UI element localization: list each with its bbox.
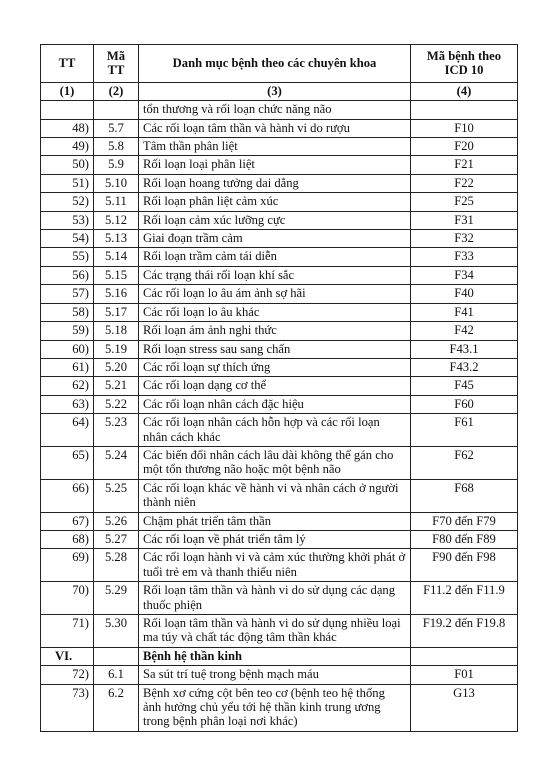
row-ma-tt: 5.16 xyxy=(94,285,139,303)
table-row xyxy=(41,285,518,303)
row-tt: 65) xyxy=(41,446,94,479)
table-row xyxy=(41,414,518,447)
table-row xyxy=(41,512,518,530)
row-ma-tt: 5.10 xyxy=(94,174,139,192)
row-disease-name: Bệnh xơ cứng cột bên teo cơ (bệnh teo hệ thống ảnh hưởng chủ yếu tới hệ thần kinh trung ương trong bệnh phân loại nơi khác) xyxy=(139,684,411,731)
row-disease-name: Sa sút trí tuệ trong bệnh mạch máu xyxy=(139,666,411,684)
row-disease-name: Rối loạn loại phân liệt xyxy=(139,156,411,174)
table-row xyxy=(41,211,518,229)
row-tt: 64) xyxy=(41,414,94,447)
row-tt: 48) xyxy=(41,119,94,137)
table-row xyxy=(41,230,518,248)
row-icd-code: F61 xyxy=(411,414,518,447)
table-row xyxy=(41,119,518,137)
header-ma-tt: Mã TT xyxy=(94,45,139,83)
row-icd-code: F90 đến F98 xyxy=(411,549,518,582)
row-icd-code: F32 xyxy=(411,230,518,248)
row-ma-tt: 5.30 xyxy=(94,615,139,648)
table-row xyxy=(41,666,518,684)
column-number-row xyxy=(41,82,518,100)
header-danh-muc: Danh mục bệnh theo các chuyên khoa xyxy=(139,45,411,83)
row-ma-tt: 5.27 xyxy=(94,530,139,548)
row-tt: 61) xyxy=(41,358,94,376)
row-icd-code: F42 xyxy=(411,322,518,340)
table-row xyxy=(41,684,518,731)
row-icd-code: F43.2 xyxy=(411,358,518,376)
row-icd-code: F41 xyxy=(411,303,518,321)
column-number: (4) xyxy=(411,82,518,100)
row-disease-name: Các rối loạn hành vi và cảm xúc thường khởi phát ở tuổi trẻ em và thanh thiếu niên xyxy=(139,549,411,582)
row-ma-tt: 5.26 xyxy=(94,512,139,530)
row-tt: 59) xyxy=(41,322,94,340)
row-tt: 56) xyxy=(41,266,94,284)
row-icd-code: F80 đến F89 xyxy=(411,530,518,548)
row-tt: 62) xyxy=(41,377,94,395)
table-row xyxy=(41,615,518,648)
row-ma-tt: 5.13 xyxy=(94,230,139,248)
row-ma-tt: 5.28 xyxy=(94,549,139,582)
table-row xyxy=(41,377,518,395)
table-row xyxy=(41,248,518,266)
row-icd-code: G13 xyxy=(411,684,518,731)
row-ma-tt: 6.1 xyxy=(94,666,139,684)
column-number: (3) xyxy=(139,82,411,100)
row-ma-tt: 5.29 xyxy=(94,582,139,615)
row-ma-tt: 5.19 xyxy=(94,340,139,358)
row-disease-name: Rối loạn stress sau sang chấn xyxy=(139,340,411,358)
row-icd-code: F62 xyxy=(411,446,518,479)
row-ma-tt: 5.15 xyxy=(94,266,139,284)
row-disease-name: Các rối loạn nhân cách hỗn hợp và các rối loạn nhân cách khác xyxy=(139,414,411,447)
row-icd-code: F11.2 đến F11.9 xyxy=(411,582,518,615)
row-disease-name: Các rối loạn khác về hành vi và nhân cách ở người thành niên xyxy=(139,479,411,512)
row-tt: 53) xyxy=(41,211,94,229)
table-row xyxy=(41,530,518,548)
row-disease-name: Các biến đổi nhân cách lâu dài không thể gán cho một tổn thương não hoặc một bệnh não xyxy=(139,446,411,479)
row-ma-tt: 5.7 xyxy=(94,119,139,137)
row-icd-code: F20 xyxy=(411,138,518,156)
table-row xyxy=(41,582,518,615)
row-icd-code: F60 xyxy=(411,395,518,413)
row-disease-name: Các rối loạn tâm thần và hành vi do rượu xyxy=(139,119,411,137)
row-ma-tt: 5.22 xyxy=(94,395,139,413)
row-disease-name: Tâm thần phân liệt xyxy=(139,138,411,156)
row-disease-name: Chậm phát triển tâm thần xyxy=(139,512,411,530)
row-icd-code: F40 xyxy=(411,285,518,303)
row-ma-tt: 5.25 xyxy=(94,479,139,512)
table-row xyxy=(41,156,518,174)
row-disease-name: Rối loạn tâm thần và hành vi do sử dụng nhiều loại ma túy và chất tác động tâm thần khác xyxy=(139,615,411,648)
table-row xyxy=(41,549,518,582)
row-ma-tt: 5.18 xyxy=(94,322,139,340)
row-tt: 51) xyxy=(41,174,94,192)
table-row xyxy=(41,303,518,321)
row-tt: 67) xyxy=(41,512,94,530)
row-tt: 57) xyxy=(41,285,94,303)
row-disease-name: Các rối loạn lo âu khác xyxy=(139,303,411,321)
row-disease-name: Giai đoạn trầm cảm xyxy=(139,230,411,248)
row-tt: 49) xyxy=(41,138,94,156)
row-icd-code: F19.2 đến F19.8 xyxy=(411,615,518,648)
row-tt: 70) xyxy=(41,582,94,615)
row-icd-code: F34 xyxy=(411,266,518,284)
row-disease-name: Các rối loạn nhân cách đặc hiệu xyxy=(139,395,411,413)
row-tt: 73) xyxy=(41,684,94,731)
row-ma-tt: 6.2 xyxy=(94,684,139,731)
row-ma-tt: 5.23 xyxy=(94,414,139,447)
row-disease-name: Rối loạn cảm xúc lưỡng cực xyxy=(139,211,411,229)
row-tt: 68) xyxy=(41,530,94,548)
table-row xyxy=(41,193,518,211)
table-row xyxy=(41,174,518,192)
row-icd-code: F68 xyxy=(411,479,518,512)
header-ma-benh-line2: ICD 10 xyxy=(444,63,484,78)
row-ma-tt: 5.11 xyxy=(94,193,139,211)
row-icd-code: F70 đến F79 xyxy=(411,512,518,530)
disease-table xyxy=(40,44,518,732)
row-disease-name: Rối loạn phân liệt cảm xúc xyxy=(139,193,411,211)
row-tt: 63) xyxy=(41,395,94,413)
section-row xyxy=(41,647,518,665)
table-header-row xyxy=(41,45,518,83)
table-row xyxy=(41,138,518,156)
row-disease-name: Các rối loạn về phát triển tâm lý xyxy=(139,530,411,548)
table-row xyxy=(41,358,518,376)
row-tt: 71) xyxy=(41,615,94,648)
row-tt: 50) xyxy=(41,156,94,174)
table-row xyxy=(41,322,518,340)
table-body xyxy=(41,82,518,731)
table-row xyxy=(41,446,518,479)
row-icd-code: F25 xyxy=(411,193,518,211)
row-tt: 54) xyxy=(41,230,94,248)
continuation-text: tổn thương và rối loạn chức năng não xyxy=(139,101,411,119)
table-row xyxy=(41,340,518,358)
column-number: (2) xyxy=(94,82,139,100)
row-ma-tt: 5.20 xyxy=(94,358,139,376)
row-ma-tt: 5.12 xyxy=(94,211,139,229)
table-row xyxy=(41,479,518,512)
row-icd-code: F31 xyxy=(411,211,518,229)
row-disease-name: Rối loạn ám ảnh nghi thức xyxy=(139,322,411,340)
row-ma-tt: 5.8 xyxy=(94,138,139,156)
row-tt: 69) xyxy=(41,549,94,582)
row-icd-code: F01 xyxy=(411,666,518,684)
row-disease-name: Các trạng thái rối loạn khí sắc xyxy=(139,266,411,284)
table-row xyxy=(41,395,518,413)
row-disease-name: Rối loạn hoang tưởng dai dẳng xyxy=(139,174,411,192)
row-disease-name: Các rối loạn lo âu ám ảnh sợ hãi xyxy=(139,285,411,303)
row-icd-code: F10 xyxy=(411,119,518,137)
row-ma-tt: 5.9 xyxy=(94,156,139,174)
row-tt: 60) xyxy=(41,340,94,358)
row-ma-tt: 5.21 xyxy=(94,377,139,395)
header-tt: TT xyxy=(41,45,94,83)
row-tt: 52) xyxy=(41,193,94,211)
header-ma-benh xyxy=(411,45,518,83)
section-title: Bệnh hệ thần kinh xyxy=(139,647,411,665)
row-icd-code: F43.1 xyxy=(411,340,518,358)
row-icd-code: F22 xyxy=(411,174,518,192)
row-icd-code: F45 xyxy=(411,377,518,395)
row-tt: 72) xyxy=(41,666,94,684)
column-number: (1) xyxy=(41,82,94,100)
table-row xyxy=(41,266,518,284)
row-disease-name: Rối loạn tâm thần và hành vi do sử dụng các dạng thuốc phiện xyxy=(139,582,411,615)
row-ma-tt: 5.17 xyxy=(94,303,139,321)
row-icd-code: F21 xyxy=(411,156,518,174)
row-tt: 55) xyxy=(41,248,94,266)
row-disease-name: Rối loạn trầm cảm tái diễn xyxy=(139,248,411,266)
row-disease-name: Các rối loạn sự thích ứng xyxy=(139,358,411,376)
section-number: VI. xyxy=(41,647,94,665)
row-icd-code: F33 xyxy=(411,248,518,266)
row-tt: 66) xyxy=(41,479,94,512)
row-disease-name: Các rối loạn dạng cơ thể xyxy=(139,377,411,395)
header-ma-benh-line1: Mã bệnh theo xyxy=(426,49,502,63)
row-tt: 58) xyxy=(41,303,94,321)
row-ma-tt: 5.24 xyxy=(94,446,139,479)
continuation-row xyxy=(41,101,518,119)
row-ma-tt: 5.14 xyxy=(94,248,139,266)
